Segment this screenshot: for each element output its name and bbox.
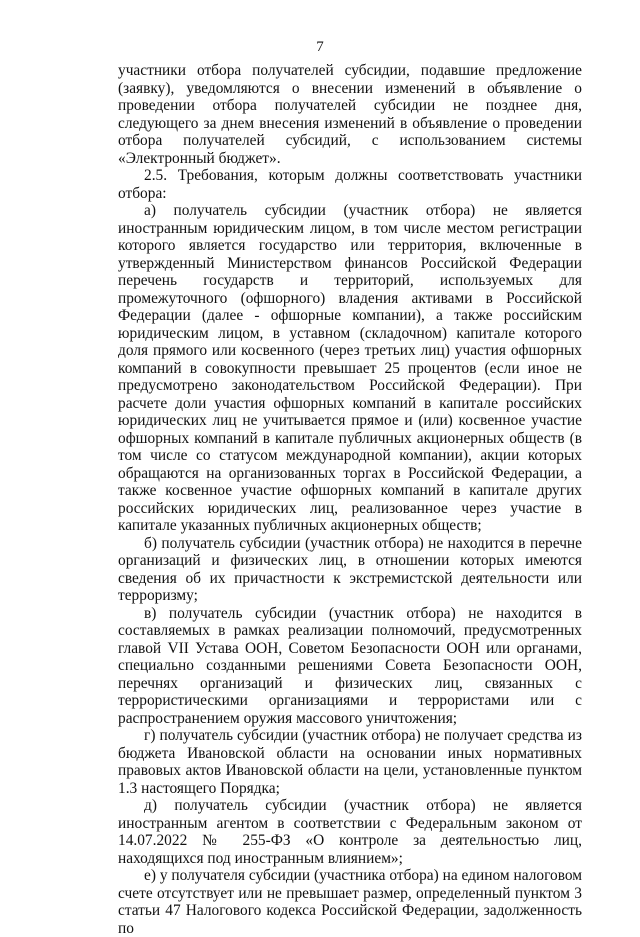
document-body [118, 62, 582, 937]
paragraph-item-b: б) получатель субсидии (участник отбора) не находится в перечне организаций и физических лиц, в отношении которых имеются сведения об их причастности к экстремистской деятельности или терроризму; [118, 534, 582, 604]
paragraph-item-a: а) получатель субсидии (участник отбора) не является иностранным юридическим лицом, в том числе местом регистрации которого является государство или территория, включенные в утвержденный Министерством финансов Российской Федерации перечень государств и территорий, используемых для промежуточного (офшорного) владения активами в Российской Федерации (далее - офшорные компании), а также российским юридическим лицом, в уставном (складочном) капитале которого доля прямого или косвенного (через третьих лиц) участия офшорных компаний в совокупности превышает 25 процентов (если иное не предусмотрено законодательством Российской Федерации). При расчете доли участия офшорных компаний в капитале российских юридических лиц не учитывается прямое и (или) косвенное участие офшорных компаний в капитале публичных акционерных обществ (в том числе со статусом международной компании), акции которых обращаются на организованных торгах в Российской Федерации, а также косвенное участие офшорных компаний в капитале других российских юридических лиц, реализованное через участие в капитале указанных публичных акционерных обществ; [118, 202, 582, 534]
paragraph-intro-continuation: участники отбора получателей субсидии, подавшие предложение (заявку), уведомляются о внесении изменений в объявление о проведении отбора получателей субсидии не позднее дня, следующего за днем внесения изменений в объявление о проведении отбора получателей субсидий, с использованием системы «Электронный бюджет». [118, 62, 582, 167]
paragraph-item-d: д) получатель субсидии (участник отбора) не является иностранным агентом в соответствии с Федеральным законом от 14.07.2022 № 255-ФЗ «О контроле за деятельностью лиц, находящихся под иностранным влиянием»; [118, 797, 582, 867]
page-number: 7 [316, 39, 324, 55]
paragraph-item-v: в) получатель субсидии (участник отбора) не находится в составляемых в рамках реализации полномочий, предусмотренных главой VII Устава ООН, Советом Безопасности ООН или органами, специально созданными решениями Совета Безопасности ООН, перечнях организаций и физических лиц, связанных с террористическими организациями и террористами или с распространением оружия массового уничтожения; [118, 604, 582, 727]
paragraph-section-2-5: 2.5. Требования, которым должны соответствовать участники отбора: [118, 167, 582, 202]
paragraph-item-e: е) у получателя субсидии (участника отбора) на едином налоговом счете отсутствует или не превышает размер, определенный пунктом 3 статьи 47 Налогового кодекса Российской Федерации, задолженность по [118, 867, 582, 937]
paragraph-item-g: г) получатель субсидии (участник отбора) не получает средства из бюджета Ивановской области на основании иных нормативных правовых актов Ивановской области на цели, установленные пунктом 1.3 настоящего Порядка; [118, 727, 582, 797]
